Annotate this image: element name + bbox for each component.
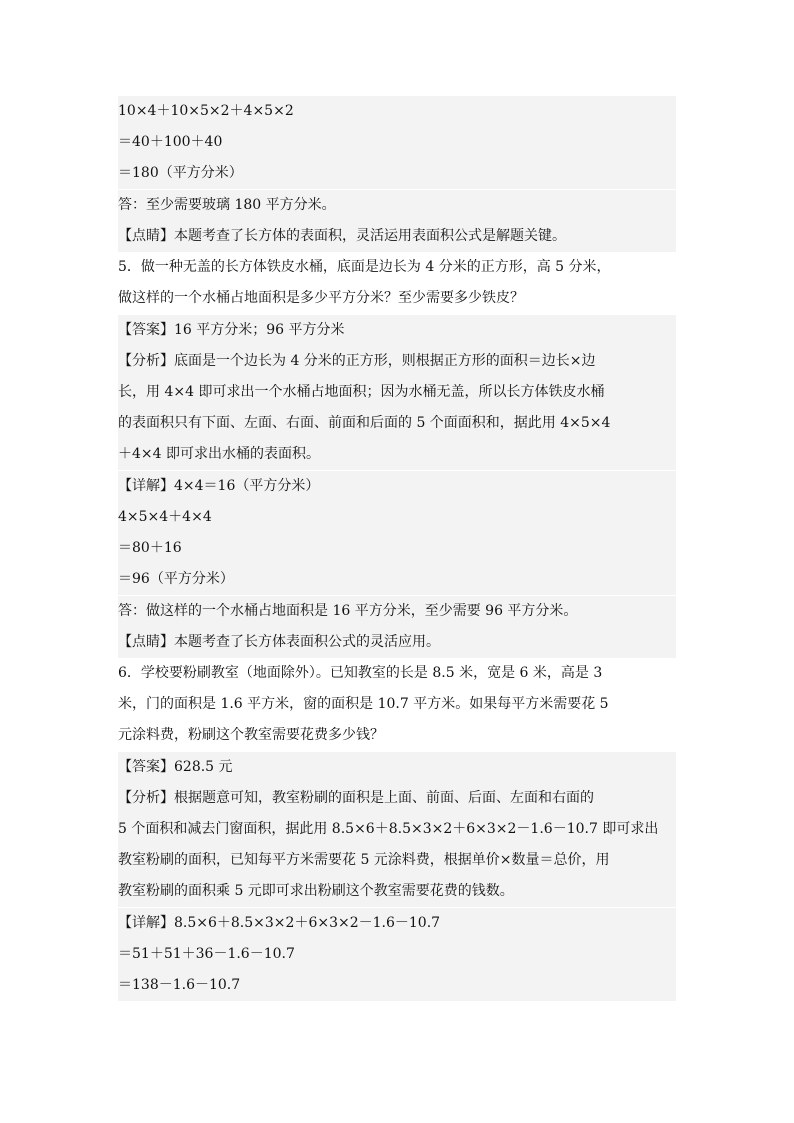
text-line: ＝96（平方分米） — [118, 564, 676, 595]
question-text: 6．学校要粉刷教室（地面除外）。已知教室的长是 8.5 米，宽是 6 米，高是 3 — [118, 665, 603, 681]
text-line: ＝138－1.6－10.7 — [118, 970, 676, 1001]
text-line: 答：至少需要玻璃 180 平方分米。 — [118, 190, 676, 221]
question-text: 元涂料费，粉刷这个教室需要花费多少钱？ — [118, 727, 384, 743]
text-line: 【分析】底面是一个边长为 4 分米的正方形，则根据正方形的面积＝边长×边 — [118, 346, 676, 377]
text-line: ＋4×4 即可求出水桶的表面积。 — [118, 439, 676, 470]
text-line: 答：做这样的一个水桶占地面积是 16 平方分米，至少需要 96 平方分米。 — [118, 596, 676, 627]
text-line: 5 个面积和减去门窗面积，据此用 8.5×6＋8.5×3×2＋6×3×2－1.6－10.7 即可求出 — [118, 814, 676, 845]
text-line: 4×5×4＋4×4 — [118, 502, 676, 533]
text-line: ＝51＋51＋36－1.6－10.7 — [118, 939, 676, 970]
question-text: 5．做一种无盖的长方体铁皮水桶，底面是边长为 4 分米的正方形，高 5 分米， — [118, 259, 611, 275]
text-line: ＝40＋100＋40 — [118, 127, 676, 158]
text-line: 10×4＋10×5×2＋4×5×2 — [118, 96, 676, 127]
text-line: 【详解】4×4＝16（平方分米） — [118, 471, 676, 502]
text-line: 教室粉刷的面积乘 5 元即可求出粉刷这个教室需要花费的钱数。 — [118, 876, 676, 907]
text-line: 【分析】根据题意可知，教室粉刷的面积是上面、前面、后面、左面和右面的 — [118, 783, 676, 814]
text-line: 【点睛】本题考查了长方体的表面积，灵活运用表面积公式是解题关键。 — [118, 221, 676, 252]
question-text: 米，门的面积是 1.6 平方米，窗的面积是 10.7 平方米。如果每平方米需要花 5 — [118, 696, 609, 712]
text-line: 长，用 4×4 即可求出一个水桶占地面积；因为水桶无盖，所以长方体铁皮水桶 — [118, 377, 676, 408]
text-line: ＝180（平方分米） — [118, 158, 676, 189]
text-line: 的表面积只有下面、左面、右面、前面和后面的 5 个面面积和，据此用 4×5×4 — [118, 408, 676, 439]
text-line: 教室粉刷的面积，已知每平方米需要花 5 元涂料费，根据单价×数量＝总价，用 — [118, 845, 676, 876]
text-line: 【点睛】本题考查了长方体表面积公式的灵活应用。 — [118, 627, 676, 658]
text-line: 【答案】16 平方分米；96 平方分米 — [118, 315, 676, 346]
text-line: 【答案】628.5 元 — [118, 752, 676, 783]
text-line: 【详解】8.5×6＋8.5×3×2＋6×3×2－1.6－10.7 — [118, 908, 676, 939]
question-text: 做这样的一个水桶占地面积是多少平方分米？至少需要多少铁皮？ — [118, 290, 524, 306]
text-line: ＝80＋16 — [118, 533, 676, 564]
